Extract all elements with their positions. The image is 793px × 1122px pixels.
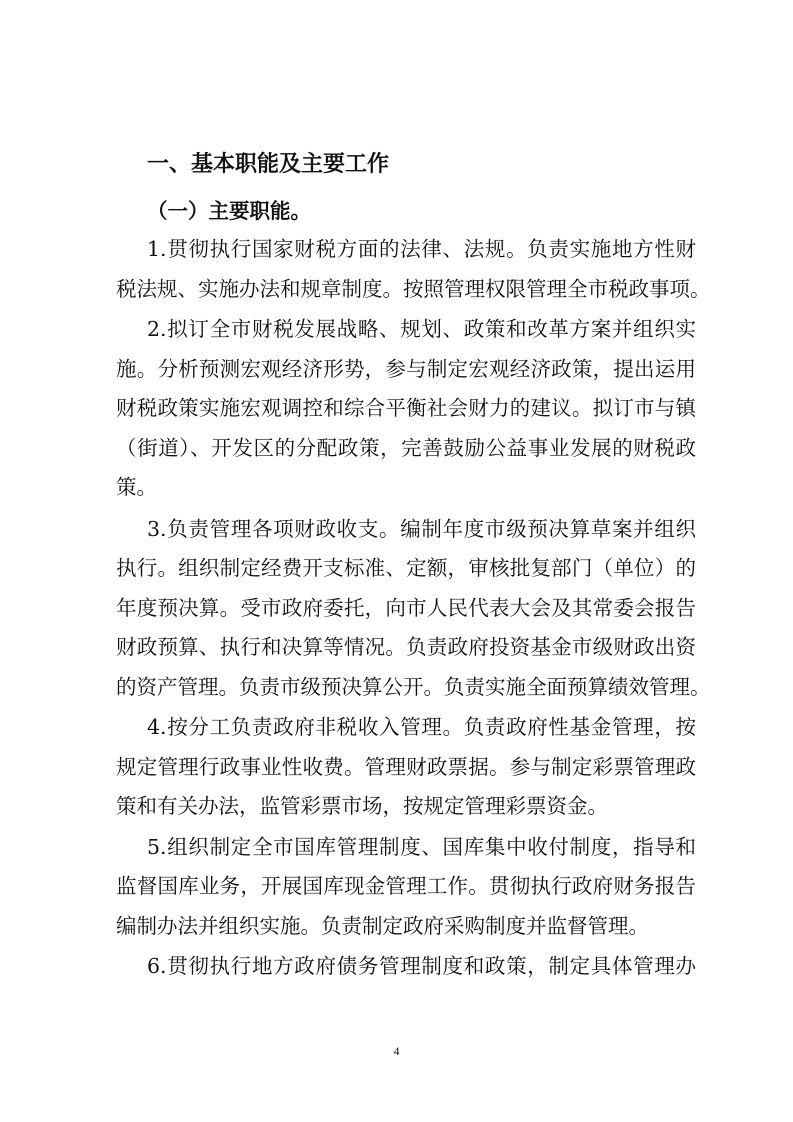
text-line: 监督国库业务，开展国库现金管理工作。贯彻执行政府财务报告 (116, 874, 696, 898)
text-line: 5.组织制定全市国库管理制度、国库集中收付制度，指导和 (147, 834, 696, 859)
text-line: 财税政策实施宏观调控和综合平衡社会财力的建议。拟订市与镇 (116, 396, 696, 420)
text-line: 策。 (116, 475, 157, 499)
subsection-heading: （一）主要职能。 (147, 199, 311, 223)
text-line: 财政预算、执行和决算等情况。负责政府投资基金市级财政出资 (116, 635, 696, 659)
section-heading: 一、基本职能及主要工作 (147, 152, 390, 177)
text-line: 税法规、实施办法和规章制度。按照管理权限管理全市税政事项。 (116, 276, 711, 301)
text-line: 2.拟订全市财税发展战略、规划、政策和改革方案并组织实 (147, 317, 696, 341)
text-line: 编制办法并组织实施。负责制定政府采购制度并监督管理。 (116, 913, 649, 938)
text-line: 6.贯彻执行地方政府债务管理制度和政策，制定具体管理办 (147, 954, 696, 978)
text-line: 规定管理行政事业性收费。管理财政票据。参与制定彩票管理政 (116, 754, 696, 779)
text-line: 的资产管理。负责市级预决算公开。负责实施全面预算绩效管理。 (116, 674, 711, 699)
text-line: 施。分析预测宏观经济形势，参与制定宏观经济政策，提出运用 (116, 356, 696, 381)
text-line: 年度预决算。受市政府委托，向市人民代表大会及其常委会报告 (116, 595, 696, 620)
paragraph-5 (116, 828, 696, 947)
paragraph-4 (116, 708, 696, 827)
text-line: 4.按分工负责政府非税收入管理。负责政府性基金管理，按 (147, 715, 696, 739)
paragraph-3 (116, 510, 711, 708)
paragraph-1 (116, 230, 711, 309)
paragraph-6 (116, 947, 696, 987)
text-line: （街道）、开发区的分配政策，完善鼓励公益事业发展的财税政 (116, 435, 696, 460)
paragraph-2 (116, 310, 696, 508)
text-line: 策和有关办法，监管彩票市场，按规定管理彩票资金。 (116, 794, 608, 818)
body-text (116, 230, 711, 987)
text-line: 3.负责管理各项财政收支。编制年度市级预决算草案并组织 (147, 516, 696, 541)
text-line: 1.贯彻执行国家财税方面的法律、法规。负责实施地方性财 (147, 237, 696, 261)
page-number: 4 (393, 1044, 400, 1058)
text-line: 执行。组织制定经费开支标准、定额，审核批复部门（单位）的 (116, 556, 696, 580)
